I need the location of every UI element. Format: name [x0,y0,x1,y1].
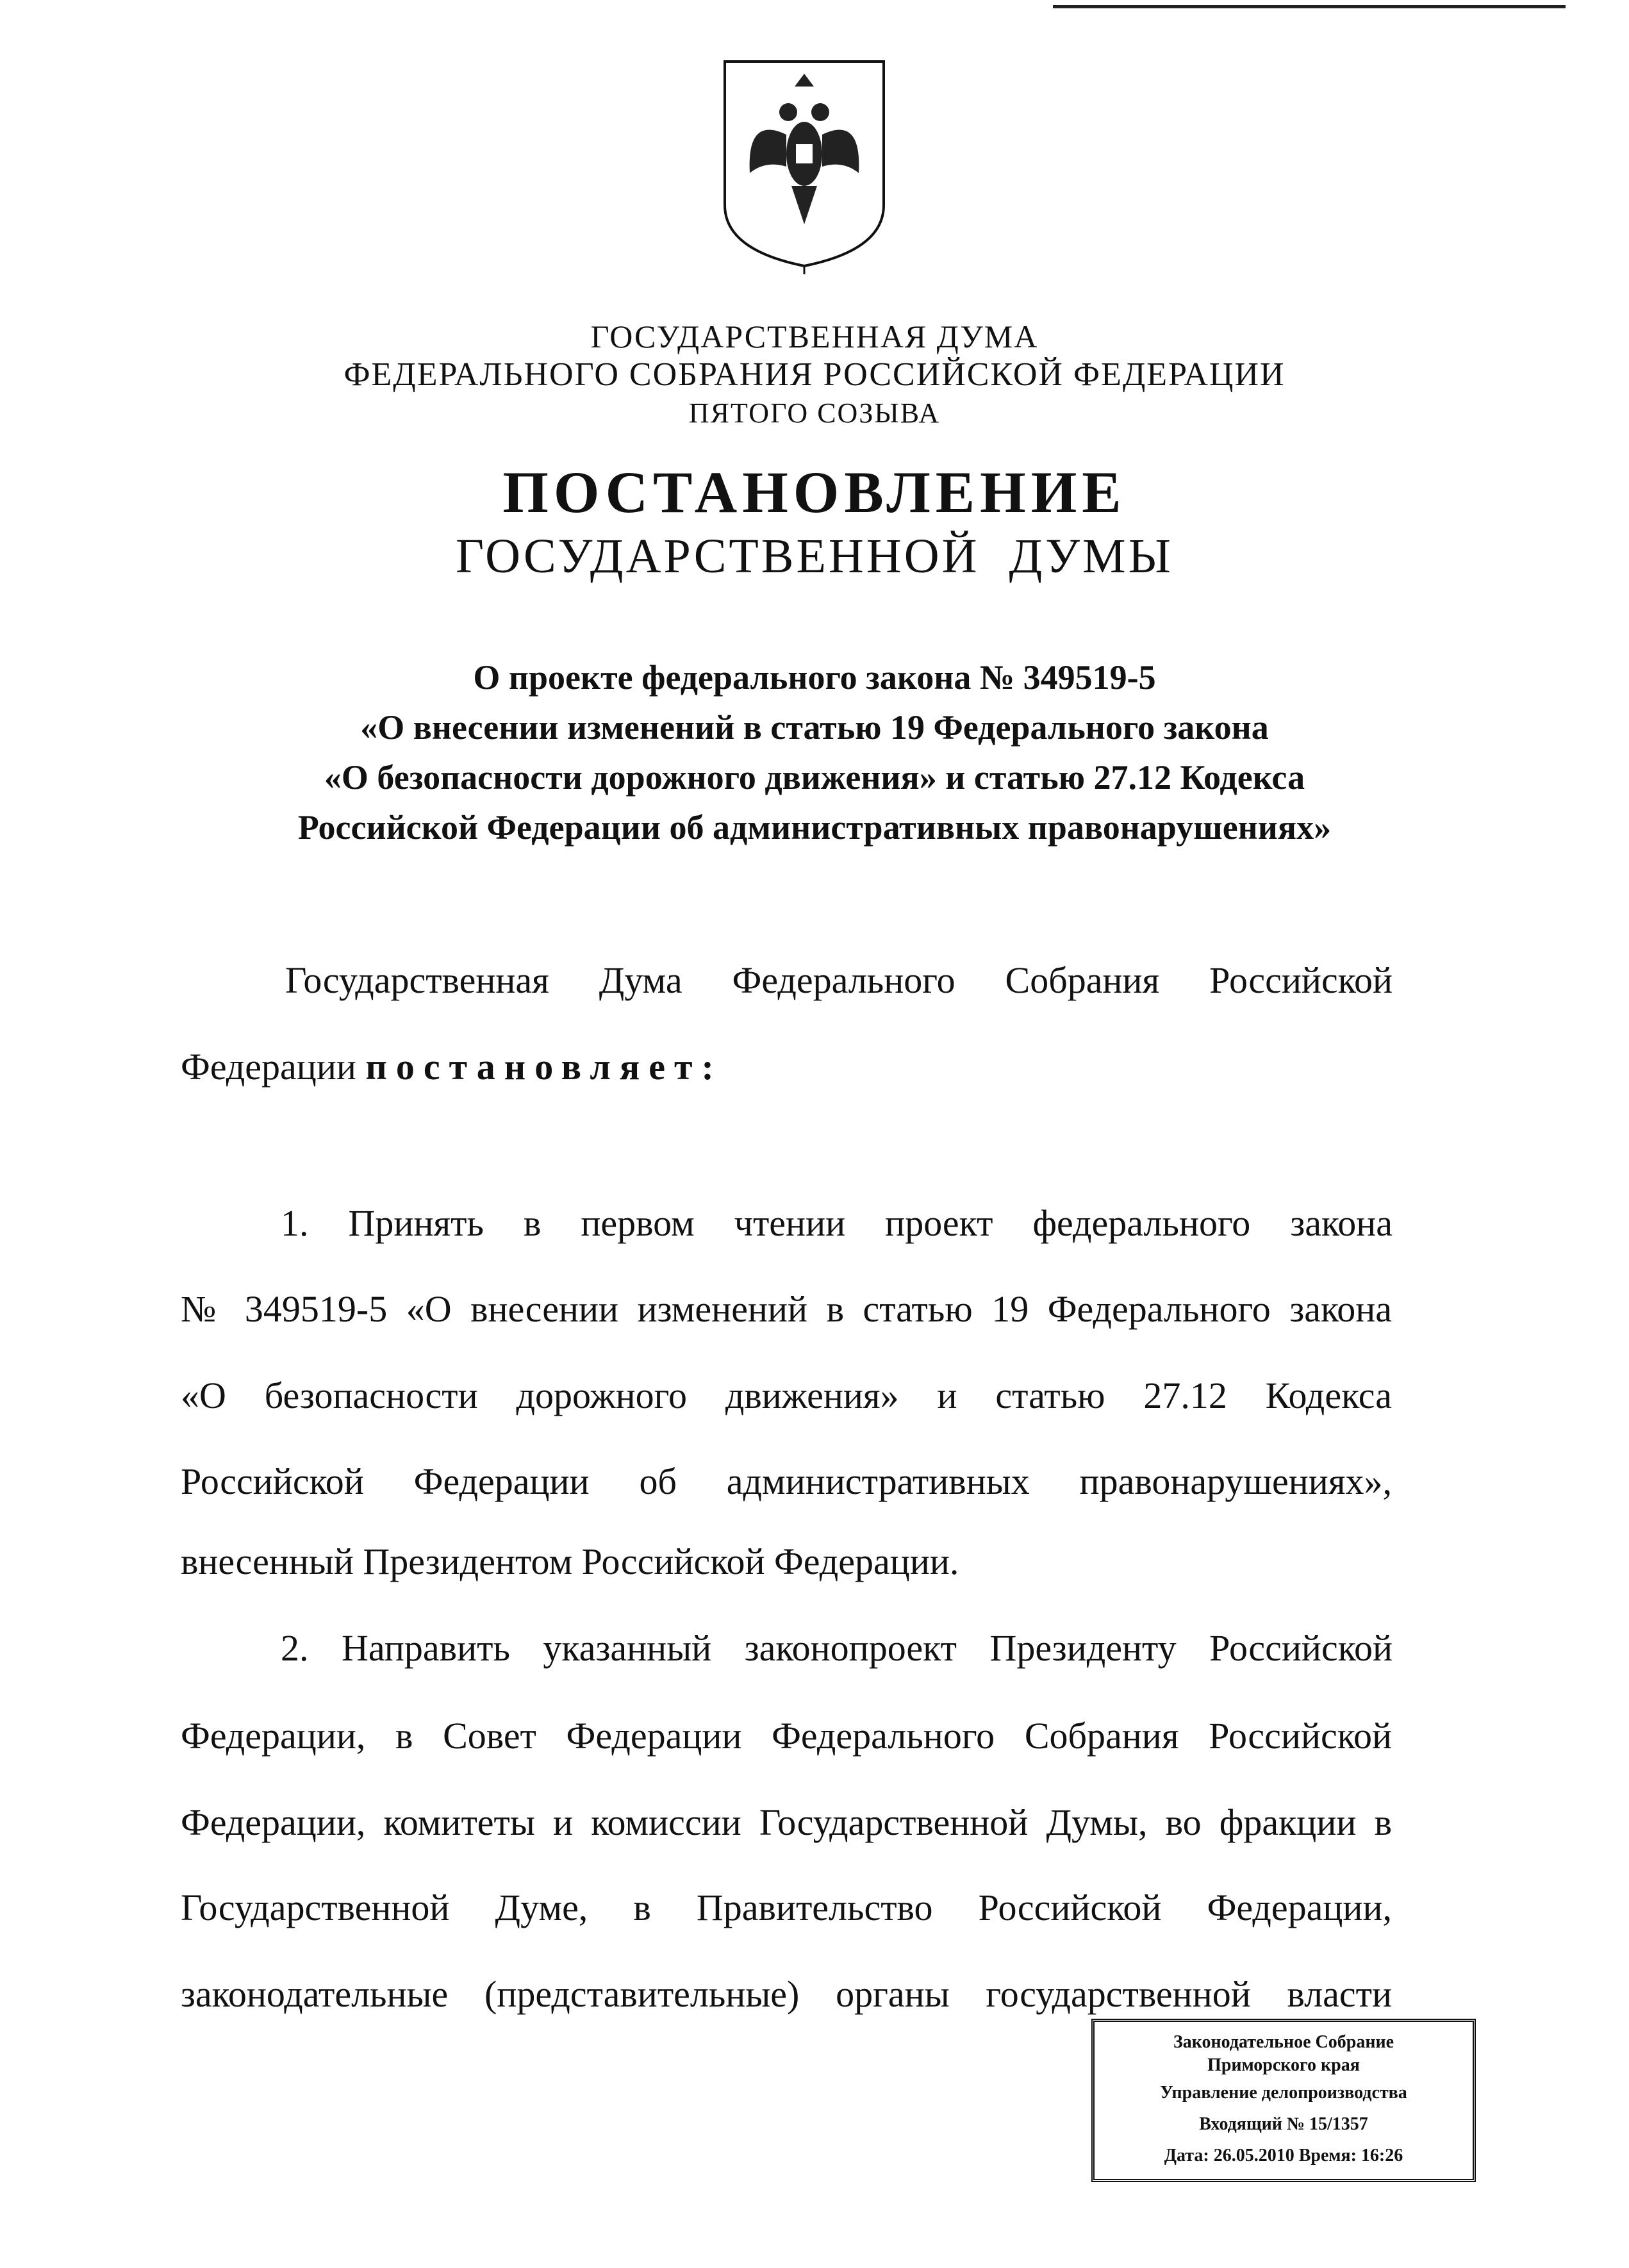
stamp-incoming-number: Входящий № 15/1357 [1199,2114,1368,2134]
paragraph-line: № 349519-5 «О внесении изменений в статью 19 Федерального закона [181,1288,1392,1330]
paragraph-line: 1. Принять в первом чтении проект федерального закона [281,1202,1393,1244]
preamble-text: Федерации [181,1046,366,1088]
stamp-department: Управление делопроизводства [1160,2083,1407,2103]
preamble-line [181,1045,1392,1089]
paragraph-line: 2. Направить указанный законопроект Президенту Российской [281,1627,1393,1669]
paragraph-line: «О безопасности дорожного движения» и статью 27.12 Кодекса [181,1375,1392,1416]
document-type: ПОСТАНОВЛЕНИЕ [502,459,1127,525]
preamble-resolves: постановляет: [365,1046,723,1088]
header-line-assembly: ФЕДЕРАЛЬНОГО СОБРАНИЯ РОССИЙСКОЙ ФЕДЕРАЦИИ [343,356,1286,393]
header-line-duma: ГОСУДАРСТВЕННАЯ ДУМА [590,319,1039,354]
header-line-convocation: ПЯТОГО СОЗЫВА [688,397,941,429]
stamp-date-time: Дата: 26.05.2010 Время: 16:26 [1164,2146,1403,2165]
paragraph-line: Государственной Думе, в Правительство Российской Федерации, [181,1887,1392,1928]
title-line: О проекте федерального закона № 349519-5 [473,658,1156,697]
title-line: «О безопасности дорожного движения» и статью 27.12 Кодекса [324,758,1305,797]
paragraph-line: Федерации, в Совет Федерации Федерального Собрания Российской [181,1715,1392,1757]
document-title [0,652,1629,852]
stamp-org: Законодательное Собрание [1173,2032,1394,2052]
paragraph-line: Российской Федерации об административных правонарушениях», [181,1461,1392,1502]
paragraph-line: Федерации, комитеты и комиссии Государственной Думы, во фракции в [181,1801,1392,1843]
coat-of-arms-emblem [721,58,888,276]
paragraph-line: внесенный Президентом Российской Федерации. [181,1541,959,1582]
title-line: «О внесении изменений в статью 19 Федерального закона [360,708,1269,747]
document-type-subtitle: ГОСУДАРСТВЕННОЙ ДУМЫ [456,529,1173,583]
scan-edge-line [1053,5,1566,8]
stamp-region: Приморского края [1207,2055,1360,2075]
title-line: Российской Федерации об административных правонарушениях» [297,808,1332,847]
preamble-line: Государственная Дума Федерального Собрания Российской [285,959,1393,1001]
incoming-registration-stamp [1091,2019,1476,2182]
paragraph-line: законодательные (представительные) органы государственной власти [181,1973,1392,2015]
